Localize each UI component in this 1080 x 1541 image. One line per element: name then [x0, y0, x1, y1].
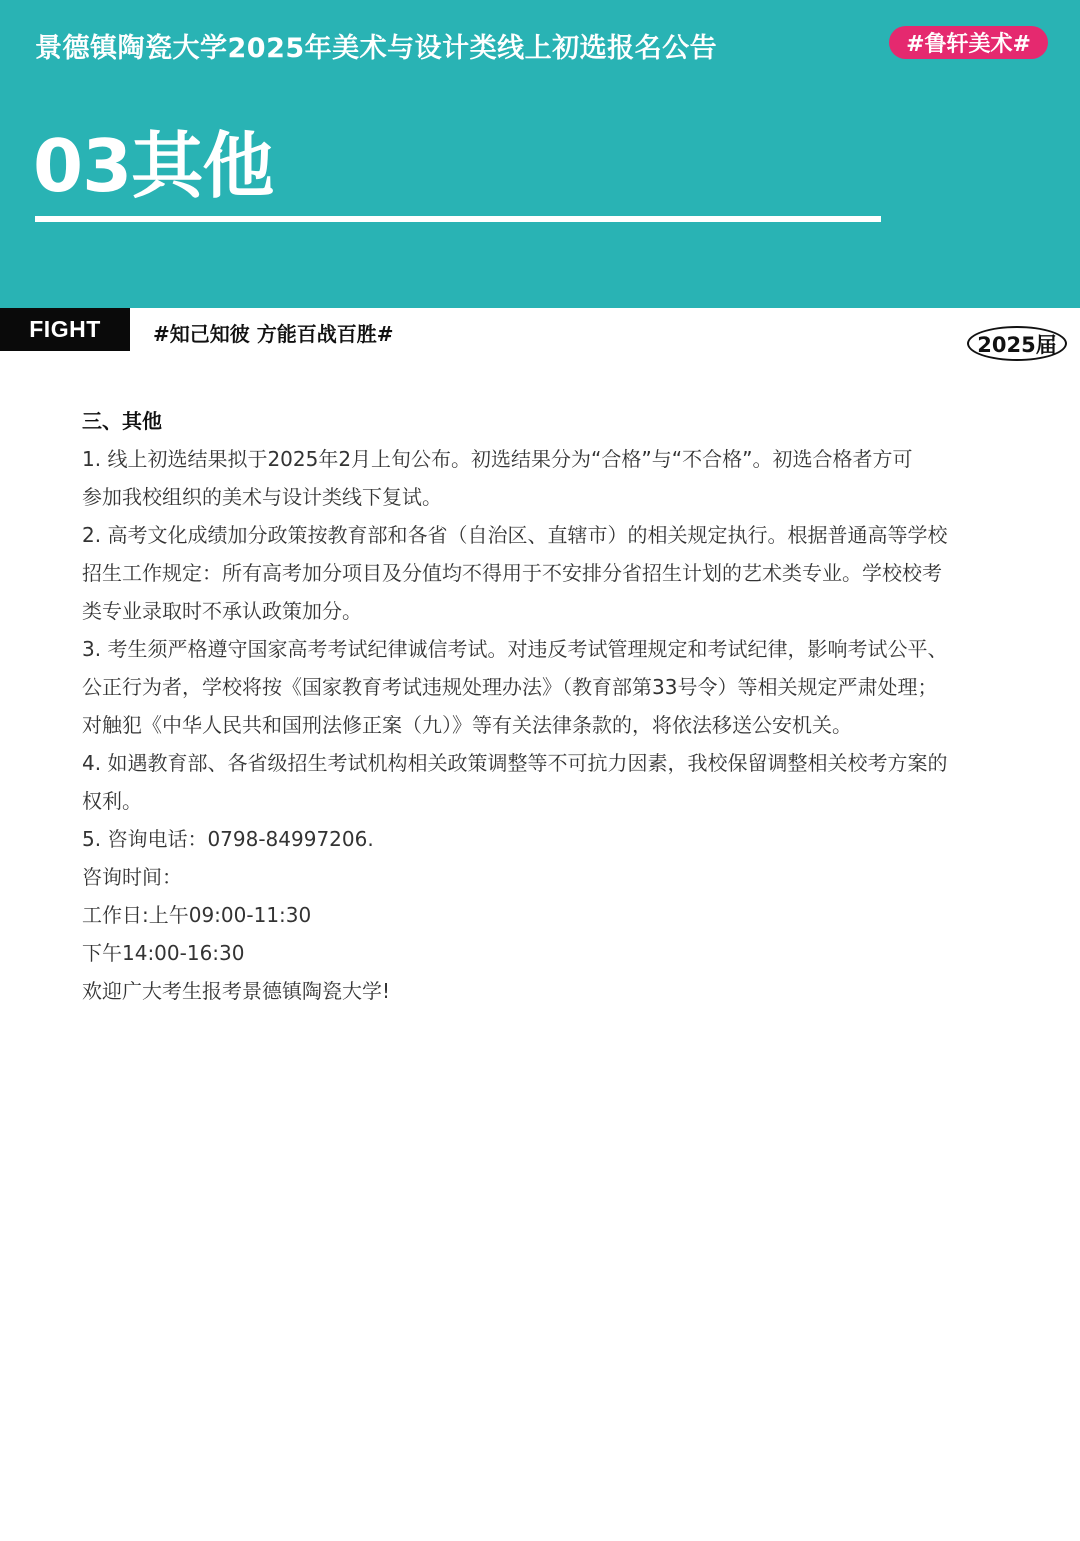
text-line: 公正行为者，学校将按《国家教育考试违规处理办法》（教育部第33号令）等相关规定严肃处理；	[82, 675, 938, 699]
text-line: 咨询时间：	[82, 865, 182, 889]
text-line: 欢迎广大考生报考景德镇陶瓷大学!	[82, 979, 391, 1003]
text-line: 下午14:00-16:30	[82, 941, 245, 965]
text-line: 3. 考生须严格遵守国家高考考试纪律诚信考试。对违反考试管理规定和考试纪律，影响考试公平、	[82, 637, 948, 661]
text-line: 类专业录取时不承认政策加分。	[82, 599, 362, 623]
text-line: 1. 线上初选结果拟于2025年2月上旬公布。初选结果分为“合格”与“不合格”。初选合格者方可	[82, 447, 913, 471]
text-line: 招生工作规定：所有高考加分项目及分值均不得用于不安排分省招生计划的艺术类专业。学校校考	[82, 561, 942, 585]
fight-label: FIGHT	[0, 308, 130, 351]
content-lines	[82, 440, 1002, 1010]
text-line: 参加我校组织的美术与设计类线下复试。	[82, 485, 442, 509]
text-line: 4. 如遇教育部、各省级招生考试机构相关政策调整等不可抗力因素，我校保留调整相关校考方案的	[82, 751, 948, 775]
year-badge: 2025届	[967, 326, 1067, 361]
text-line: 权利。	[82, 789, 142, 813]
section-title: 03其他	[33, 124, 274, 208]
slogan: #知己知彼 方能百战百胜#	[153, 322, 394, 346]
text-line: 对触犯《中华人民共和国刑法修正案（九）》等有关法律条款的，将依法移送公安机关。	[82, 713, 852, 737]
title-underline	[35, 216, 881, 222]
content-body	[82, 402, 1002, 1010]
header-banner	[0, 0, 1080, 308]
contact-phone: 5. 咨询电话：0798-84997206.	[82, 827, 374, 851]
hashtag-badge: #鲁轩美术#	[889, 26, 1048, 59]
text-line: 工作日:上午09:00-11:30	[82, 903, 312, 927]
text-line: 2. 高考文化成绩加分政策按教育部和各省（自治区、直辖市）的相关规定执行。根据普通高等学校	[82, 523, 948, 547]
document-title: 景德镇陶瓷大学2025年美术与设计类线上初选报名公告	[35, 33, 718, 64]
content-heading: 三、其他	[82, 409, 162, 433]
